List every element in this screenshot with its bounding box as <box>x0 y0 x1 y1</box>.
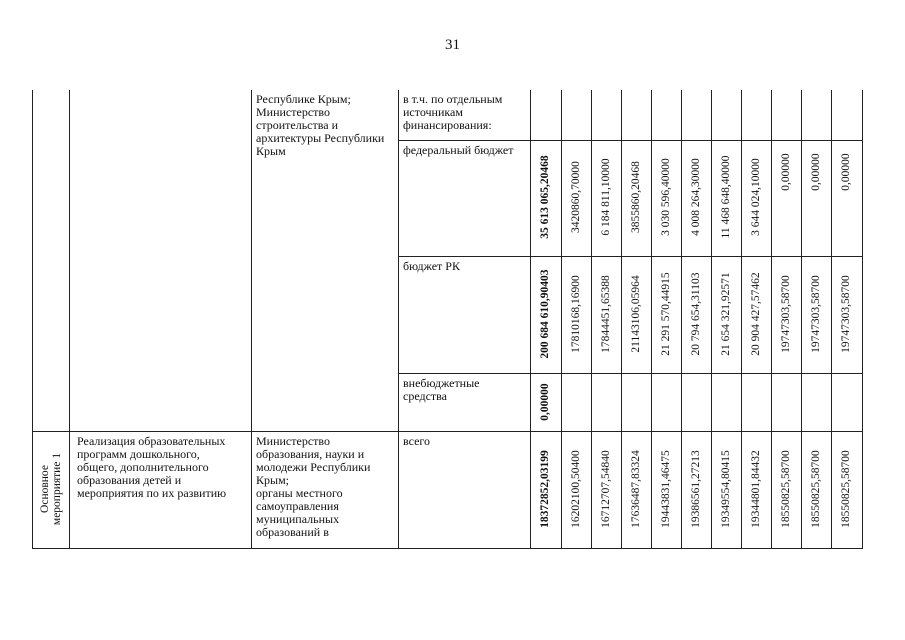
measure-year-value: 16712707,54840 <box>600 450 612 528</box>
measure-executor-line: муниципальных <box>256 512 340 526</box>
federal-year-value: 3855860,20468 <box>630 161 642 233</box>
rk-year-value: 21143106,05964 <box>630 275 642 353</box>
rk-year-value: 20 904 427,57462 <box>750 272 762 356</box>
column-divider <box>711 90 712 549</box>
federal-year-value: 0,00000 <box>780 153 792 191</box>
measure-year-value: 18550825,58700 <box>810 450 822 528</box>
sources-header-cell <box>403 93 528 132</box>
table-border-left <box>32 90 33 549</box>
rk-year-value: 19747303,58700 <box>840 275 852 353</box>
federal-year-value: 6 184 811,10000 <box>600 158 612 236</box>
measure-year-value: 16202100,50400 <box>570 450 582 528</box>
measure-executor-line: молодежи Республики <box>256 460 371 474</box>
executor-line: архитектуры Республики <box>256 131 385 145</box>
measure-type-label <box>39 453 63 525</box>
measure-name-line: общего, дополнительного <box>77 460 209 474</box>
measure-type-line: мероприятие 1 <box>51 452 63 526</box>
measure-type-line: Основное <box>39 465 51 513</box>
column-divider <box>561 90 562 549</box>
measure-executor-line: образований в <box>256 525 329 539</box>
column-divider <box>801 90 802 549</box>
column-divider <box>398 90 399 549</box>
column-divider <box>681 90 682 549</box>
rk-year-value: 19747303,58700 <box>780 275 792 353</box>
measure-name-line: образования детей и <box>77 473 182 487</box>
row-divider <box>398 256 863 257</box>
measure-name-cell <box>77 435 249 500</box>
table-border-bottom <box>32 548 863 549</box>
executor-line: Министерство <box>256 105 330 119</box>
measure-executor-line: образования, науки и <box>256 447 365 461</box>
federal-year-value: 3 644 024,10000 <box>750 158 762 236</box>
column-divider <box>741 90 742 549</box>
measure-executor-line: органы местного <box>256 486 343 500</box>
measure-source-label: всего <box>403 434 431 448</box>
measure-year-value: 19386561,27213 <box>690 450 702 528</box>
measure-year-value: 18550825,58700 <box>780 450 792 528</box>
federal-year-value: 3 030 596,40000 <box>660 158 672 236</box>
column-divider <box>651 90 652 549</box>
measure-year-value: 19443831,46475 <box>660 450 672 528</box>
column-divider <box>251 90 252 549</box>
extrabudget-total: 0,00000 <box>539 383 551 421</box>
rk-year-value: 21 291 570,44915 <box>660 272 672 356</box>
measure-executor-line: Крым; <box>256 473 289 487</box>
executor-line: строительства и <box>256 118 338 132</box>
rk-year-value: 21 654 321,92571 <box>720 272 732 356</box>
measure-year-value: 17636487,83324 <box>630 450 642 528</box>
measure-total: 18372852,03199 <box>539 450 551 528</box>
rk-year-value: 19747303,58700 <box>810 275 822 353</box>
measure-year-value: 19344801,84432 <box>750 450 762 528</box>
source-label-federal: федеральный бюджет <box>403 143 514 157</box>
column-divider <box>771 90 772 549</box>
column-divider <box>69 90 70 549</box>
source-label-extrabudget: внебюджетные средства <box>403 376 480 403</box>
measure-year-value: 18550825,58700 <box>840 450 852 528</box>
page-number: 31 <box>445 37 460 53</box>
federal-year-value: 4 008 264,30000 <box>690 158 702 236</box>
federal-year-value: 3420860,70000 <box>570 161 582 233</box>
row-divider <box>398 373 863 374</box>
measure-executor-line: Министерство <box>256 434 330 448</box>
federal-total: 35 613 065,20468 <box>539 155 551 239</box>
executor-line: Республике Крым; <box>256 92 351 106</box>
federal-year-value: 0,00000 <box>840 153 852 191</box>
federal-year-value: 11 468 648,40000 <box>720 155 732 239</box>
measure-name-line: мероприятия по их развитию <box>77 486 227 500</box>
column-divider <box>621 90 622 549</box>
row-divider <box>32 431 863 432</box>
federal-year-value: 0,00000 <box>810 153 822 191</box>
rk-year-value: 17844451,65388 <box>600 275 612 353</box>
column-divider <box>530 90 531 549</box>
sources-header-line: финансирования: <box>403 118 492 132</box>
source-label-rk: бюджет РК <box>403 259 460 273</box>
rk-year-value: 20 794 654,31103 <box>690 272 702 356</box>
row-divider <box>398 140 863 141</box>
measure-executor-line: самоуправления <box>256 499 339 513</box>
rk-total: 200 684 610,90403 <box>539 269 551 359</box>
rk-year-value: 17810168,16900 <box>570 275 582 353</box>
measure-name-line: программ дошкольного, <box>77 447 200 461</box>
executor-line: Крым <box>256 144 286 158</box>
measure-name-line: Реализация образовательных <box>77 434 226 448</box>
column-divider <box>591 90 592 549</box>
table-border-right <box>862 90 863 549</box>
measure-year-value: 19349554,80415 <box>720 450 732 528</box>
measure-executor-cell <box>256 435 396 539</box>
sources-header-line: источникам <box>403 105 463 119</box>
sources-header-line: в т.ч. по отдельным <box>403 92 503 106</box>
executor-cell-top <box>256 93 396 158</box>
column-divider <box>831 90 832 549</box>
